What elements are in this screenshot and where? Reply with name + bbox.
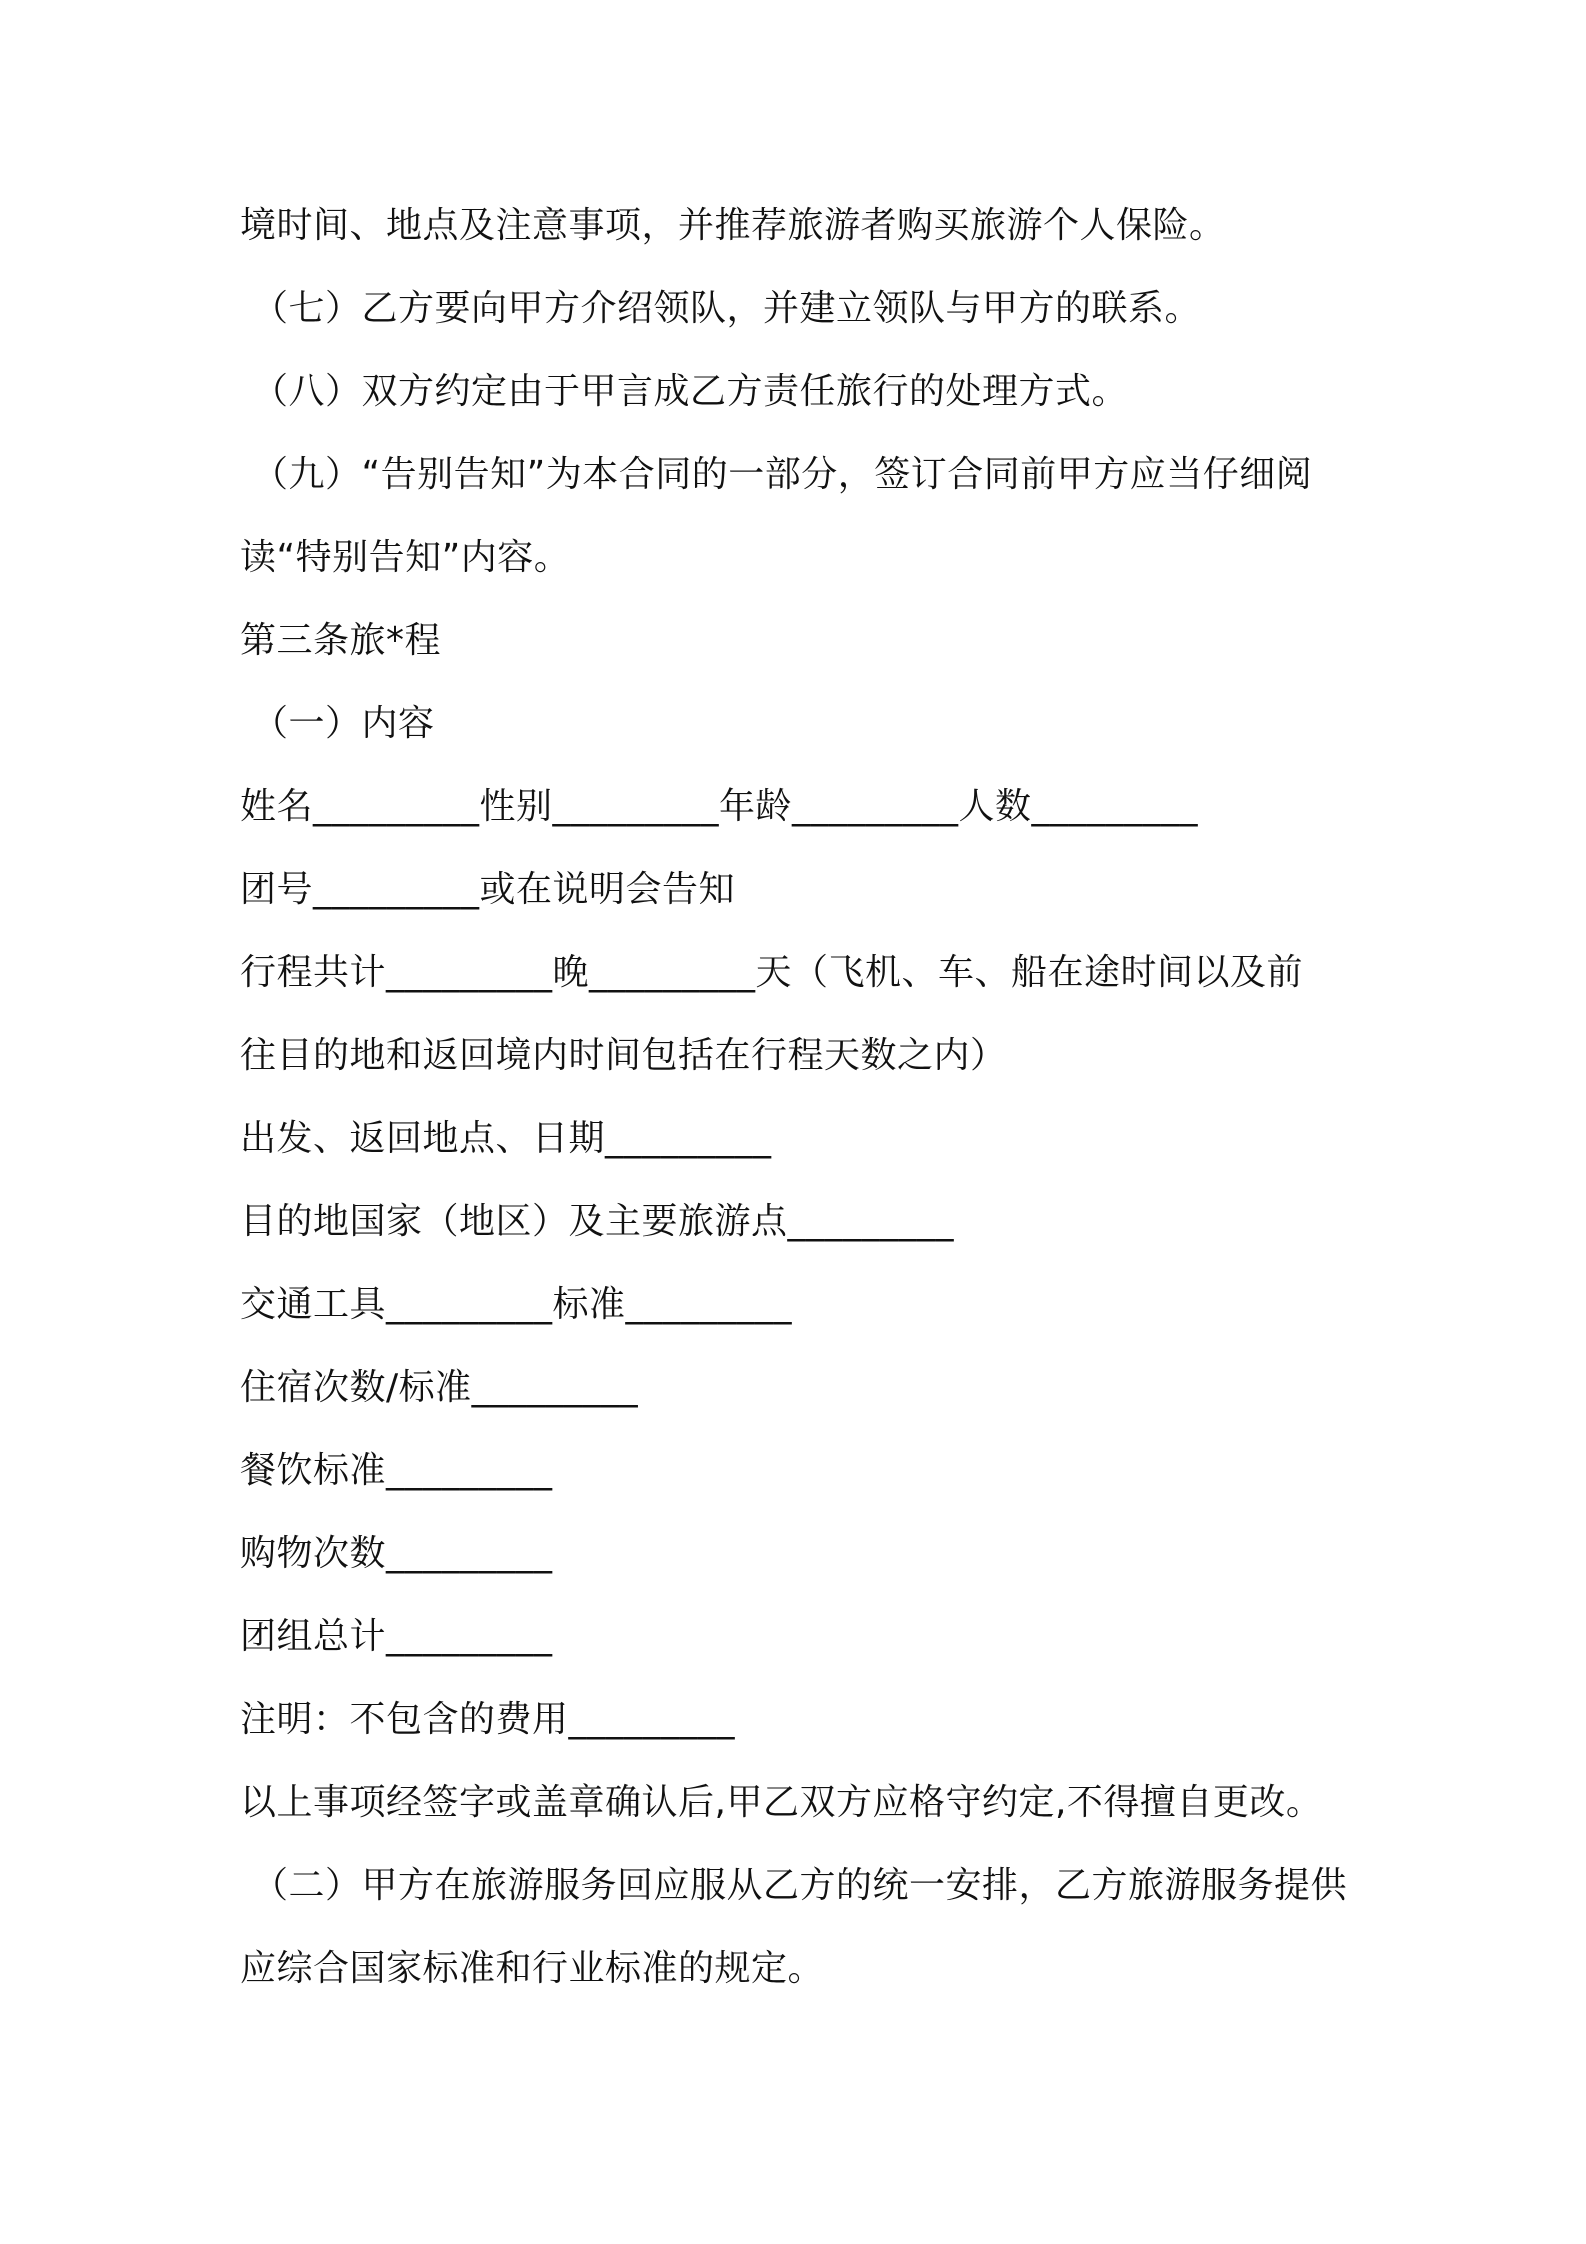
form-line-excluded-fees: 注明：不包含的费用_________ [240, 1699, 736, 1740]
paragraph-line: 以上事项经签字或盖章确认后,甲乙双方应格守约定,不得擅自更改。 [240, 1782, 1323, 1823]
form-line-transport: 交通工具_________标准_________ [240, 1284, 793, 1325]
form-line-group-number: 团号_________或在说明会告知 [240, 869, 736, 910]
form-line-meals: 餐饮标准_________ [240, 1450, 553, 1491]
form-line-total: 团组总计_________ [240, 1616, 553, 1657]
paragraph-line: 读“特别告知”内容。 [240, 537, 571, 578]
clause-7-line: （七）乙方要向甲方介绍领队，并建立领队与甲方的联系。 [252, 288, 1202, 329]
form-line-personal: 姓名_________性别_________年龄_________人数_________ [240, 786, 1199, 827]
clause-9-line: （九）“告别告知”为本合同的一部分，签订合同前甲方应当仔细阅 [252, 454, 1313, 495]
form-line-shopping: 购物次数_________ [240, 1533, 553, 1574]
clause-8-line: （八）双方约定由于甲言成乙方责任旅行的处理方式。 [252, 371, 1129, 412]
form-line-itinerary: 行程共计_________晚_________天（飞机、车、船在途时间以及前 [240, 952, 1304, 993]
section-heading: 第三条旅*程 [240, 620, 442, 661]
paragraph-line: 应综合国家标准和行业标准的规定。 [240, 1948, 825, 1989]
paragraph-line: 往目的地和返回境内时间包括在行程天数之内） [240, 1035, 1007, 1076]
form-line-departure: 出发、返回地点、日期_________ [240, 1118, 772, 1159]
subsection-2-line: （二）甲方在旅游服务回应服从乙方的统一安排，乙方旅游服务提供 [252, 1865, 1348, 1906]
paragraph-line: 境时间、地点及注意事项，并推荐旅游者购买旅游个人保险。 [240, 205, 1226, 246]
subsection-heading: （一）内容 [252, 703, 435, 744]
form-line-destination: 目的地国家（地区）及主要旅游点_________ [240, 1201, 955, 1242]
form-line-accommodation: 住宿次数/标准_________ [240, 1367, 639, 1408]
